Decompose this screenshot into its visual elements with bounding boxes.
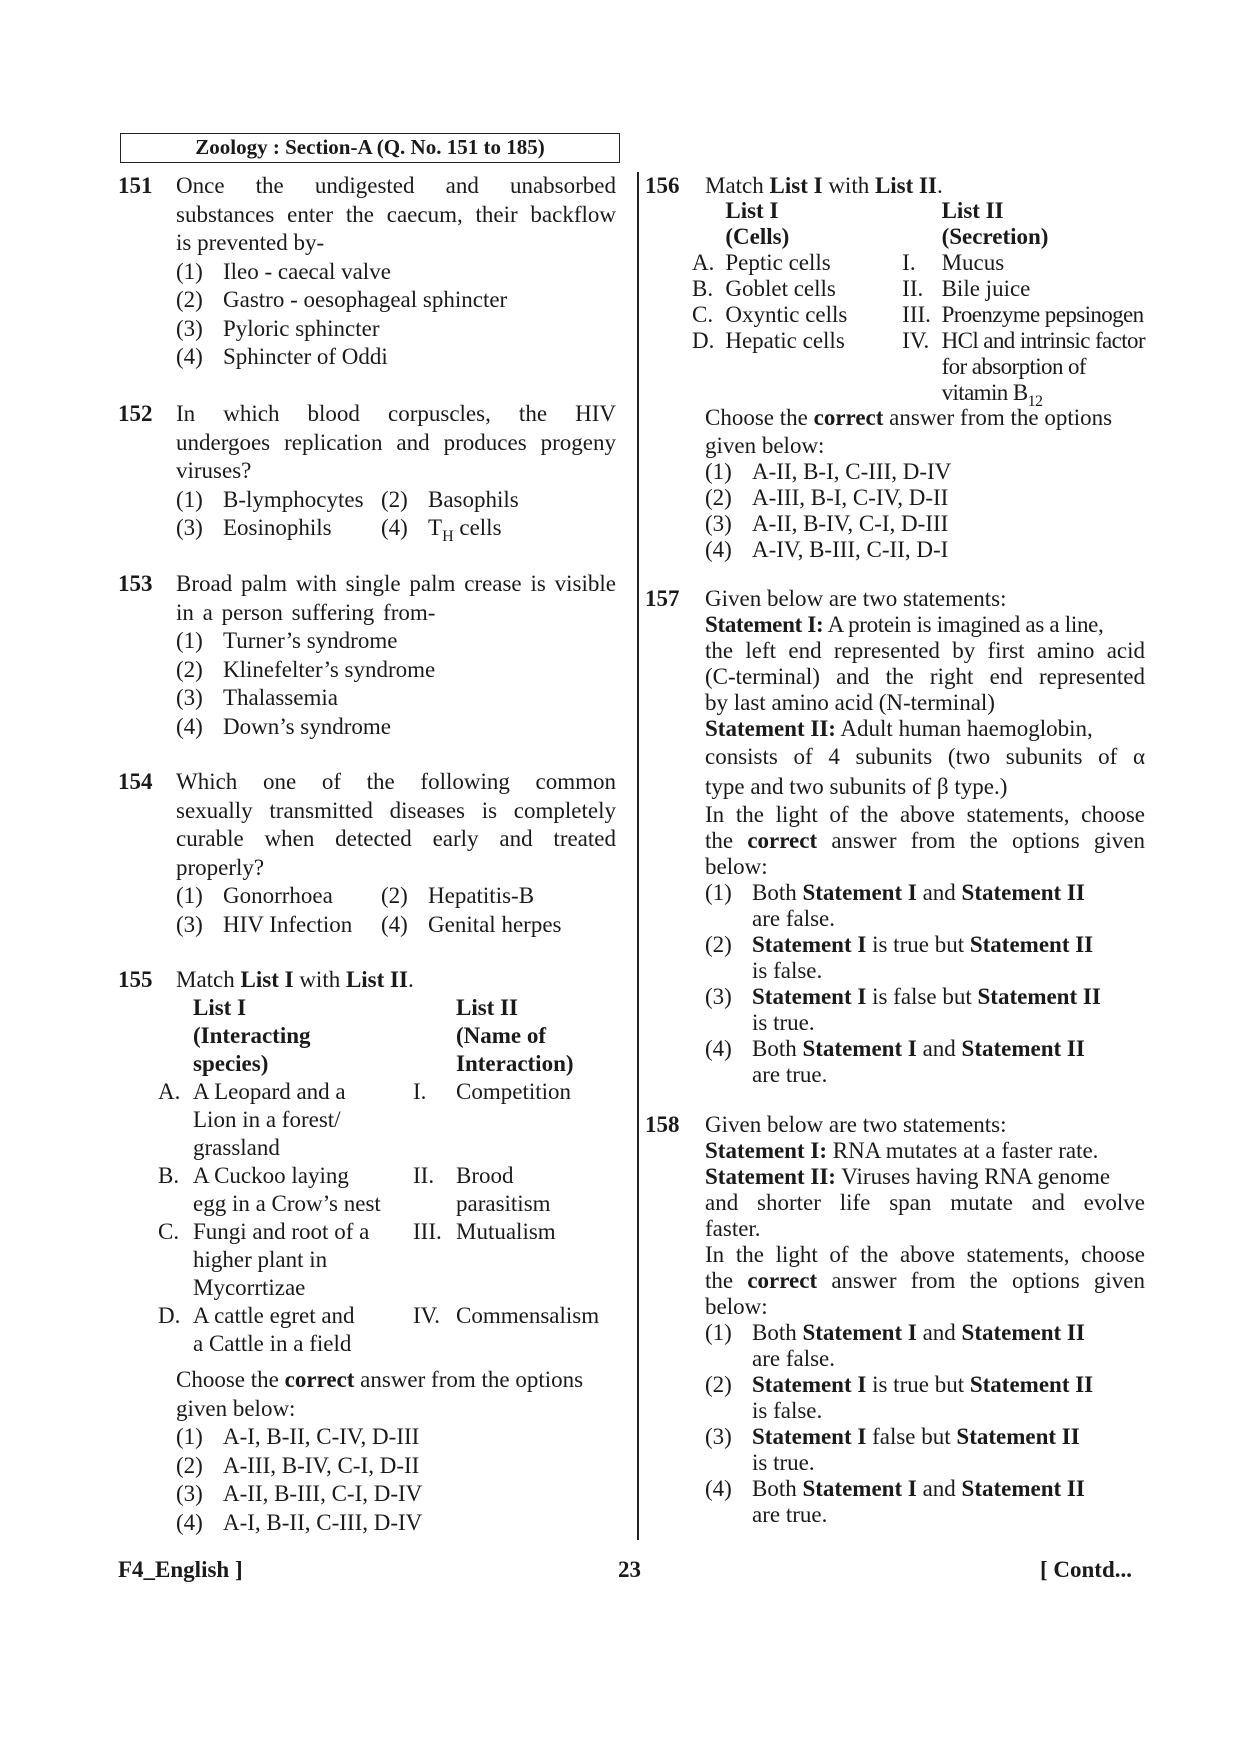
question-stem: Match List I with List II. xyxy=(705,173,943,198)
page-number: 23 xyxy=(618,1557,641,1582)
footer-left: F4_English ] xyxy=(118,1557,243,1582)
question-stem: Match List I with List II. xyxy=(176,967,414,992)
option-row: (3) HIV Infection (4) Genital herpes xyxy=(176,911,562,937)
table-row: C. Oxyntic cells III. Proenzyme pepsinogen xyxy=(692,302,1144,327)
question-number: 154 xyxy=(118,769,153,794)
table-row: C. Fungi and root of a higher plant in Mycorrtizae III. Mutualism xyxy=(158,1219,556,1300)
option: (2) Gastro - oesophageal sphincter xyxy=(176,287,508,312)
question-stem: undergoes replication and produces progeny xyxy=(176,429,616,455)
instruction: Choose the correct answer from the options xyxy=(705,405,1113,430)
question-stem: Which one of the following common xyxy=(176,769,616,794)
instruction: Choose the correct answer from the options xyxy=(176,1367,584,1392)
table-header: List I (Cells) List II (Secretion) xyxy=(725,198,1049,249)
table-row: B. A Cuckoo laying egg in a Crow’s nest II. Brood parasitism xyxy=(158,1163,551,1216)
instruction: given below: xyxy=(705,432,825,458)
question-stem: the correct answer from the options given xyxy=(705,828,1145,853)
option: (3) A-II, B-III, C-I, D-IV xyxy=(176,1481,423,1506)
statement-2: faster. xyxy=(705,1216,761,1241)
table-row: D. Hepatic cells IV. HCl and intrinsic factor for absorption of vitamin $B_{12}$ xyxy=(692,328,1145,410)
option-row: (1) Gonorrhoea (2) Hepatitis-B xyxy=(176,883,535,908)
option: (2) Statement I is true but Statement II is false. xyxy=(705,932,1094,983)
statement-2: and shorter life span mutate and evolve xyxy=(705,1190,1145,1215)
statement-2: Statement II: Viruses having RNA genome xyxy=(705,1164,1111,1189)
statement-1: by last amino acid (N-terminal) xyxy=(705,690,995,715)
question-number: 155 xyxy=(118,967,153,992)
option: (3) A-II, B-IV, C-I, D-III xyxy=(705,510,949,536)
match-table xyxy=(158,994,599,1358)
option: (1) Ileo - caecal valve xyxy=(176,258,391,284)
question-stem: Once the undigested and unabsorbed xyxy=(176,173,616,198)
statement-1: the left end represented by first amino acid xyxy=(705,638,1145,663)
option: (1) Turner’s syndrome xyxy=(176,628,398,653)
option: (3) Thalassemia xyxy=(176,685,338,710)
option: (2) A-III, B-IV, C-I, D-II xyxy=(176,1452,420,1478)
question-stem: In the light of the above statements, choose xyxy=(705,802,1145,827)
option: (1) Both Statement I and Statement II are false. xyxy=(705,1320,1085,1371)
question-number: 158 xyxy=(645,1112,680,1137)
question-stem: Given below are two statements: xyxy=(705,586,1007,611)
table-row: B. Goblet cells II. Bile juice xyxy=(692,276,1031,301)
question-stem: Given below are two statements: xyxy=(705,1112,1007,1137)
table-header: List I (Interacting species) List II (Name of Interaction) xyxy=(193,995,574,1076)
option: (4) Down’s syndrome xyxy=(176,713,392,739)
question-stem: is prevented by- xyxy=(176,230,325,255)
option: (2) Statement I is true but Statement II is false. xyxy=(705,1372,1094,1423)
option: (4) A-IV, B-III, C-II, D-I xyxy=(705,536,949,562)
question-stem: viruses? xyxy=(176,458,252,483)
column-divider xyxy=(637,172,639,1540)
footer-right: [ Contd... xyxy=(1040,1557,1133,1582)
statement-1: Statement I: A protein is imagined as a line, xyxy=(705,612,1104,637)
question-number: 157 xyxy=(645,586,680,611)
table-row: A. Peptic cells I. Mucus xyxy=(692,250,1005,275)
statement-2: consists of 4 subunits (two subunits of α xyxy=(705,744,1145,769)
table-row: D. A cattle egret and a Cattle in a field IV. Commensalism xyxy=(158,1303,600,1356)
match-table xyxy=(692,198,1145,410)
statement-2: type and two subunits of β type.) xyxy=(705,774,1008,799)
question-stem: In which blood corpuscles, the HIV xyxy=(176,401,616,426)
option: (3) Statement I false but Statement II is true. xyxy=(705,1424,1080,1475)
question-stem: below: xyxy=(705,1294,768,1319)
question-stem: below: xyxy=(705,854,768,879)
option: (1) A-I, B-II, C-IV, D-III xyxy=(176,1424,420,1449)
option: (3) Statement I is false but Statement II is true. xyxy=(705,984,1101,1035)
question-number: 156 xyxy=(645,173,680,198)
option: (4) Both Statement I and Statement II are true. xyxy=(705,1036,1085,1087)
option: (4) A-I, B-II, C-III, D-IV xyxy=(176,1509,423,1535)
option: (2) Klinefelter’s syndrome xyxy=(176,656,436,682)
question-stem: In the light of the above statements, choose xyxy=(705,1242,1145,1267)
statement-1: (C-terminal) and the right end represented xyxy=(705,664,1145,689)
question-stem: sexually transmitted diseases is completely xyxy=(176,797,616,823)
option: (4) Both Statement I and Statement II are true. xyxy=(705,1476,1085,1527)
question-number: 152 xyxy=(118,401,153,426)
statement-1: Statement I: RNA mutates at a faster rate. xyxy=(705,1138,1099,1163)
option: (3) Pyloric sphincter xyxy=(176,315,380,341)
option: (1) Both Statement I and Statement II are false. xyxy=(705,880,1085,931)
question-stem: properly? xyxy=(176,854,265,880)
option: (4) Sphincter of Oddi xyxy=(176,344,388,369)
question-stem: in a person suffering from- xyxy=(176,599,436,625)
option: (1) A-II, B-I, C-III, D-IV xyxy=(705,458,952,484)
question-stem: curable when detected early and treated xyxy=(176,826,616,851)
table-row: A. A Leopard and a Lion in a forest/ grassland I. Competition xyxy=(158,1079,571,1160)
question-number: 151 xyxy=(118,173,153,198)
option-row: (1) B-lymphocytes (2) Basophils xyxy=(176,486,519,512)
question-stem: substances enter the caecum, their backflow xyxy=(176,201,616,227)
question-stem: the correct answer from the options given xyxy=(705,1268,1145,1293)
option: (2) A-III, B-I, C-IV, D-II xyxy=(705,484,949,510)
option-row: (3) Eosinophils (4) $T_H$ cells xyxy=(176,515,502,545)
statement-2: Statement II: Adult human haemoglobin, xyxy=(705,716,1093,741)
section-header: Zoology : Section-A (Q. No. 151 to 185) xyxy=(120,133,620,163)
instruction: given below: xyxy=(176,1395,296,1421)
question-number: 153 xyxy=(118,571,153,596)
question-stem: Broad palm with single palm crease is visible xyxy=(176,571,616,596)
